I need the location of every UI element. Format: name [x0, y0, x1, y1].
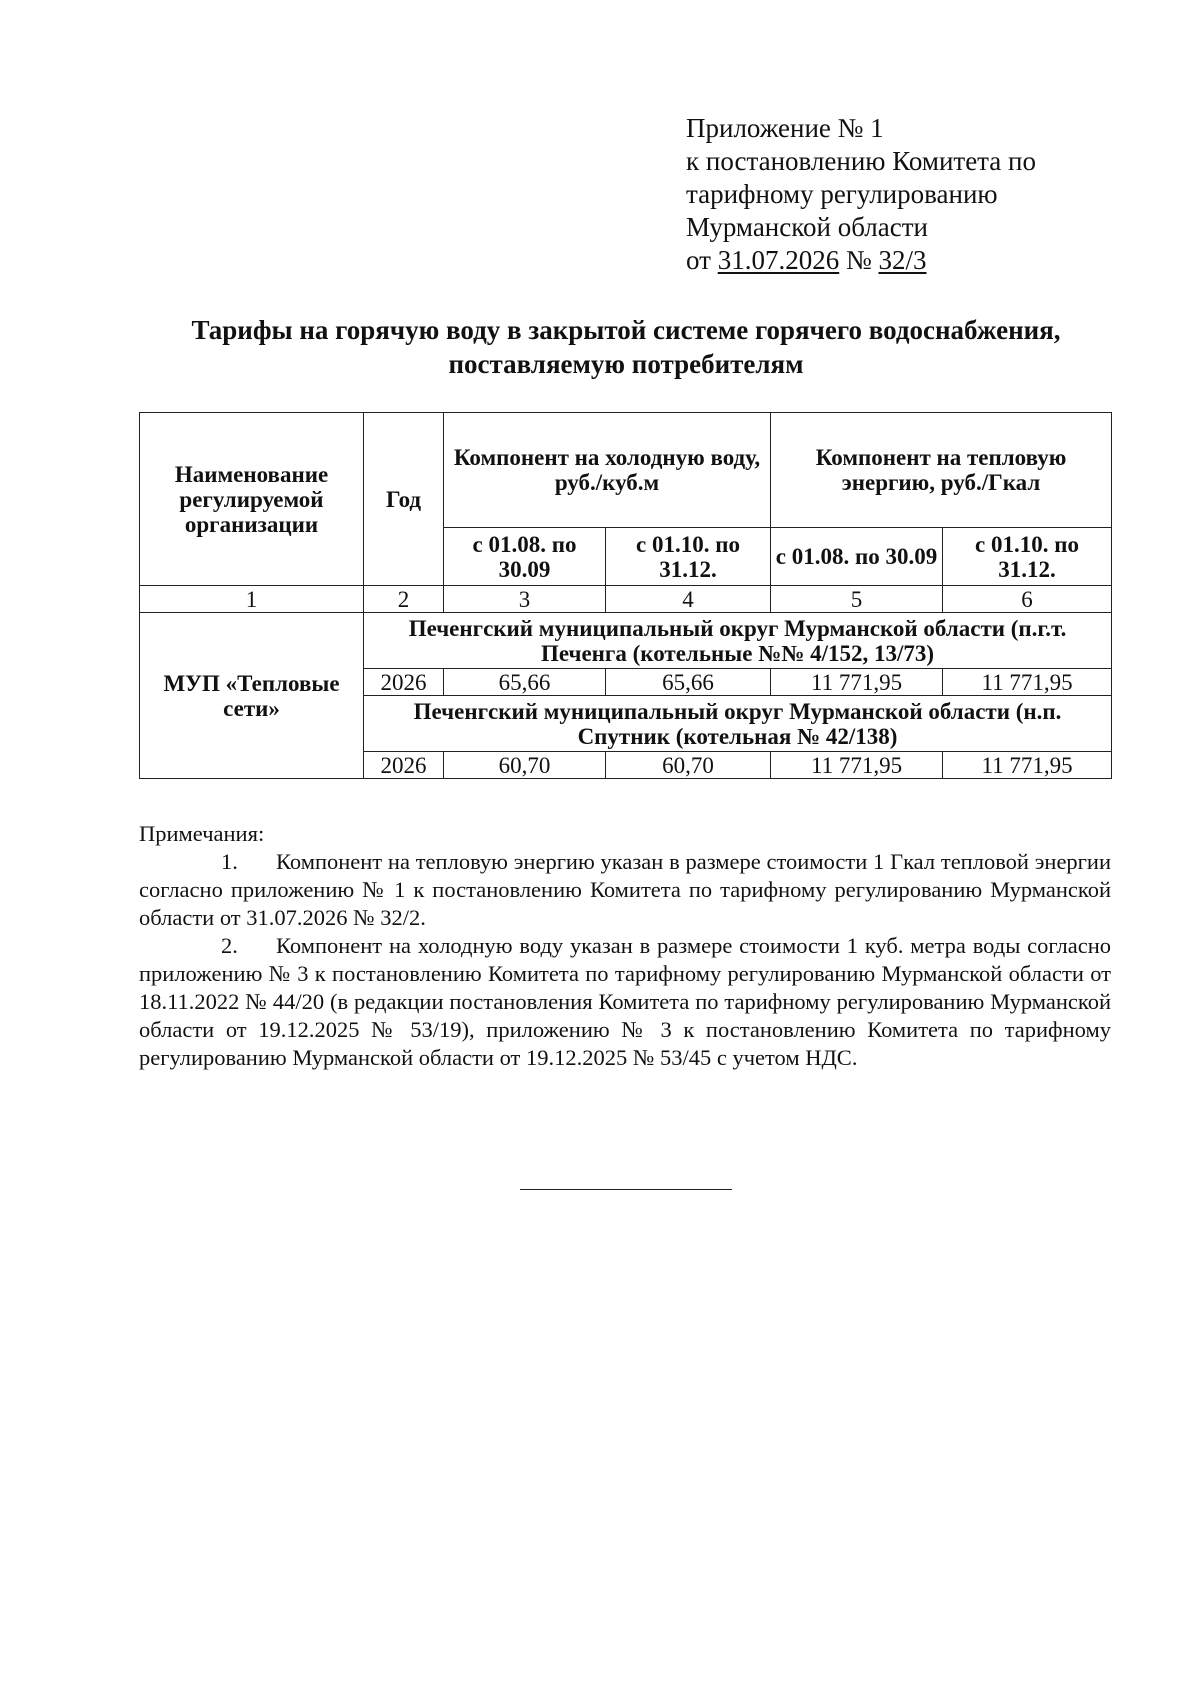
header-year: Год [364, 413, 444, 586]
title-line-2: поставляемую потребителям [448, 349, 804, 379]
column-number: 6 [943, 586, 1112, 613]
area-name: Печенгский муниципальный округ Мурманской области (п.г.т. Печенга (котельные №№ 4/152, 13/73) [364, 613, 1112, 669]
value-cell: 60,70 [606, 752, 771, 779]
column-number-row [140, 586, 1112, 613]
table-header-row [140, 413, 1112, 528]
resolution-number: 32/3 [878, 245, 927, 275]
value-cell: 11 771,95 [771, 669, 943, 696]
appendix-line-2: к постановлению Комитета по [686, 146, 1036, 176]
number-prefix: № [845, 245, 872, 275]
column-number: 3 [444, 586, 606, 613]
note-item [139, 848, 1111, 932]
header-heat-period-1: с 01.08. по 30.09 [771, 528, 943, 586]
appendix-date-line [686, 244, 1036, 277]
header-heat-period-2: с 01.10. по 31.12. [943, 528, 1112, 586]
header-cold-period-1: с 01.08. по 30.09 [444, 528, 606, 586]
date-prefix: от [686, 245, 711, 275]
note-text: Компонент на холодную воду указан в размере стоимости 1 куб. метра воды согласно приложению № 3 к постановлению Комитета по тарифному регулированию Мурманской области от 18.11.2022 № 44/20 (в редакции постановления Комитета по тарифному регулированию Мурманской области от 19.12.2025 № 53/19), приложению № 3 к постановлению Комитета по тарифному регулированию Мурманской области от 19.12.2025 № 53/45 с учетом НДС. [139, 933, 1111, 1070]
column-number: 1 [140, 586, 364, 613]
title-line-1: Тарифы на горячую воду в закрытой системе горячего водоснабжения, [191, 315, 1061, 345]
value-cell: 11 771,95 [943, 752, 1112, 779]
document-title [130, 313, 1122, 381]
notes-heading: Примечания: [139, 821, 265, 846]
value-cell: 65,66 [606, 669, 771, 696]
area-row [140, 613, 1112, 669]
value-cell: 11 771,95 [943, 669, 1112, 696]
notes-section [139, 820, 1111, 1072]
note-text: Компонент на тепловую энергию указан в размере стоимости 1 Гкал тепловой энергии согласно приложению № 1 к постановлению Комитета по тарифному регулированию Мурманской области от 31.07.2026 № 32/2. [139, 849, 1111, 930]
value-cell: 60,70 [444, 752, 606, 779]
organization-name: МУП «Тепловые сети» [140, 613, 364, 779]
column-number: 2 [364, 586, 444, 613]
appendix-line-3: тарифному регулированию [686, 179, 998, 209]
note-number: 1. [221, 849, 238, 874]
resolution-date: 31.07.2026 [717, 245, 840, 275]
appendix-header [686, 112, 1036, 277]
tariff-table [139, 412, 1112, 779]
end-divider [520, 1189, 732, 1190]
note-item [139, 932, 1111, 1072]
column-number: 4 [606, 586, 771, 613]
value-cell: 65,66 [444, 669, 606, 696]
value-cell: 11 771,95 [771, 752, 943, 779]
appendix-line-1: Приложение № 1 [686, 113, 884, 143]
year-cell: 2026 [364, 752, 444, 779]
column-number: 5 [771, 586, 943, 613]
header-heat-energy: Компонент на тепловую энергию, руб./Гкал [771, 413, 1112, 528]
header-cold-period-2: с 01.10. по 31.12. [606, 528, 771, 586]
header-cold-water: Компонент на холодную воду, руб./куб.м [444, 413, 771, 528]
appendix-line-4: Мурманской области [686, 212, 928, 242]
area-name: Печенгский муниципальный округ Мурманской области (н.п. Спутник (котельная № 42/138) [364, 696, 1112, 752]
header-org: Наименование регулируемой организации [140, 413, 364, 586]
year-cell: 2026 [364, 669, 444, 696]
note-number: 2. [221, 933, 238, 958]
